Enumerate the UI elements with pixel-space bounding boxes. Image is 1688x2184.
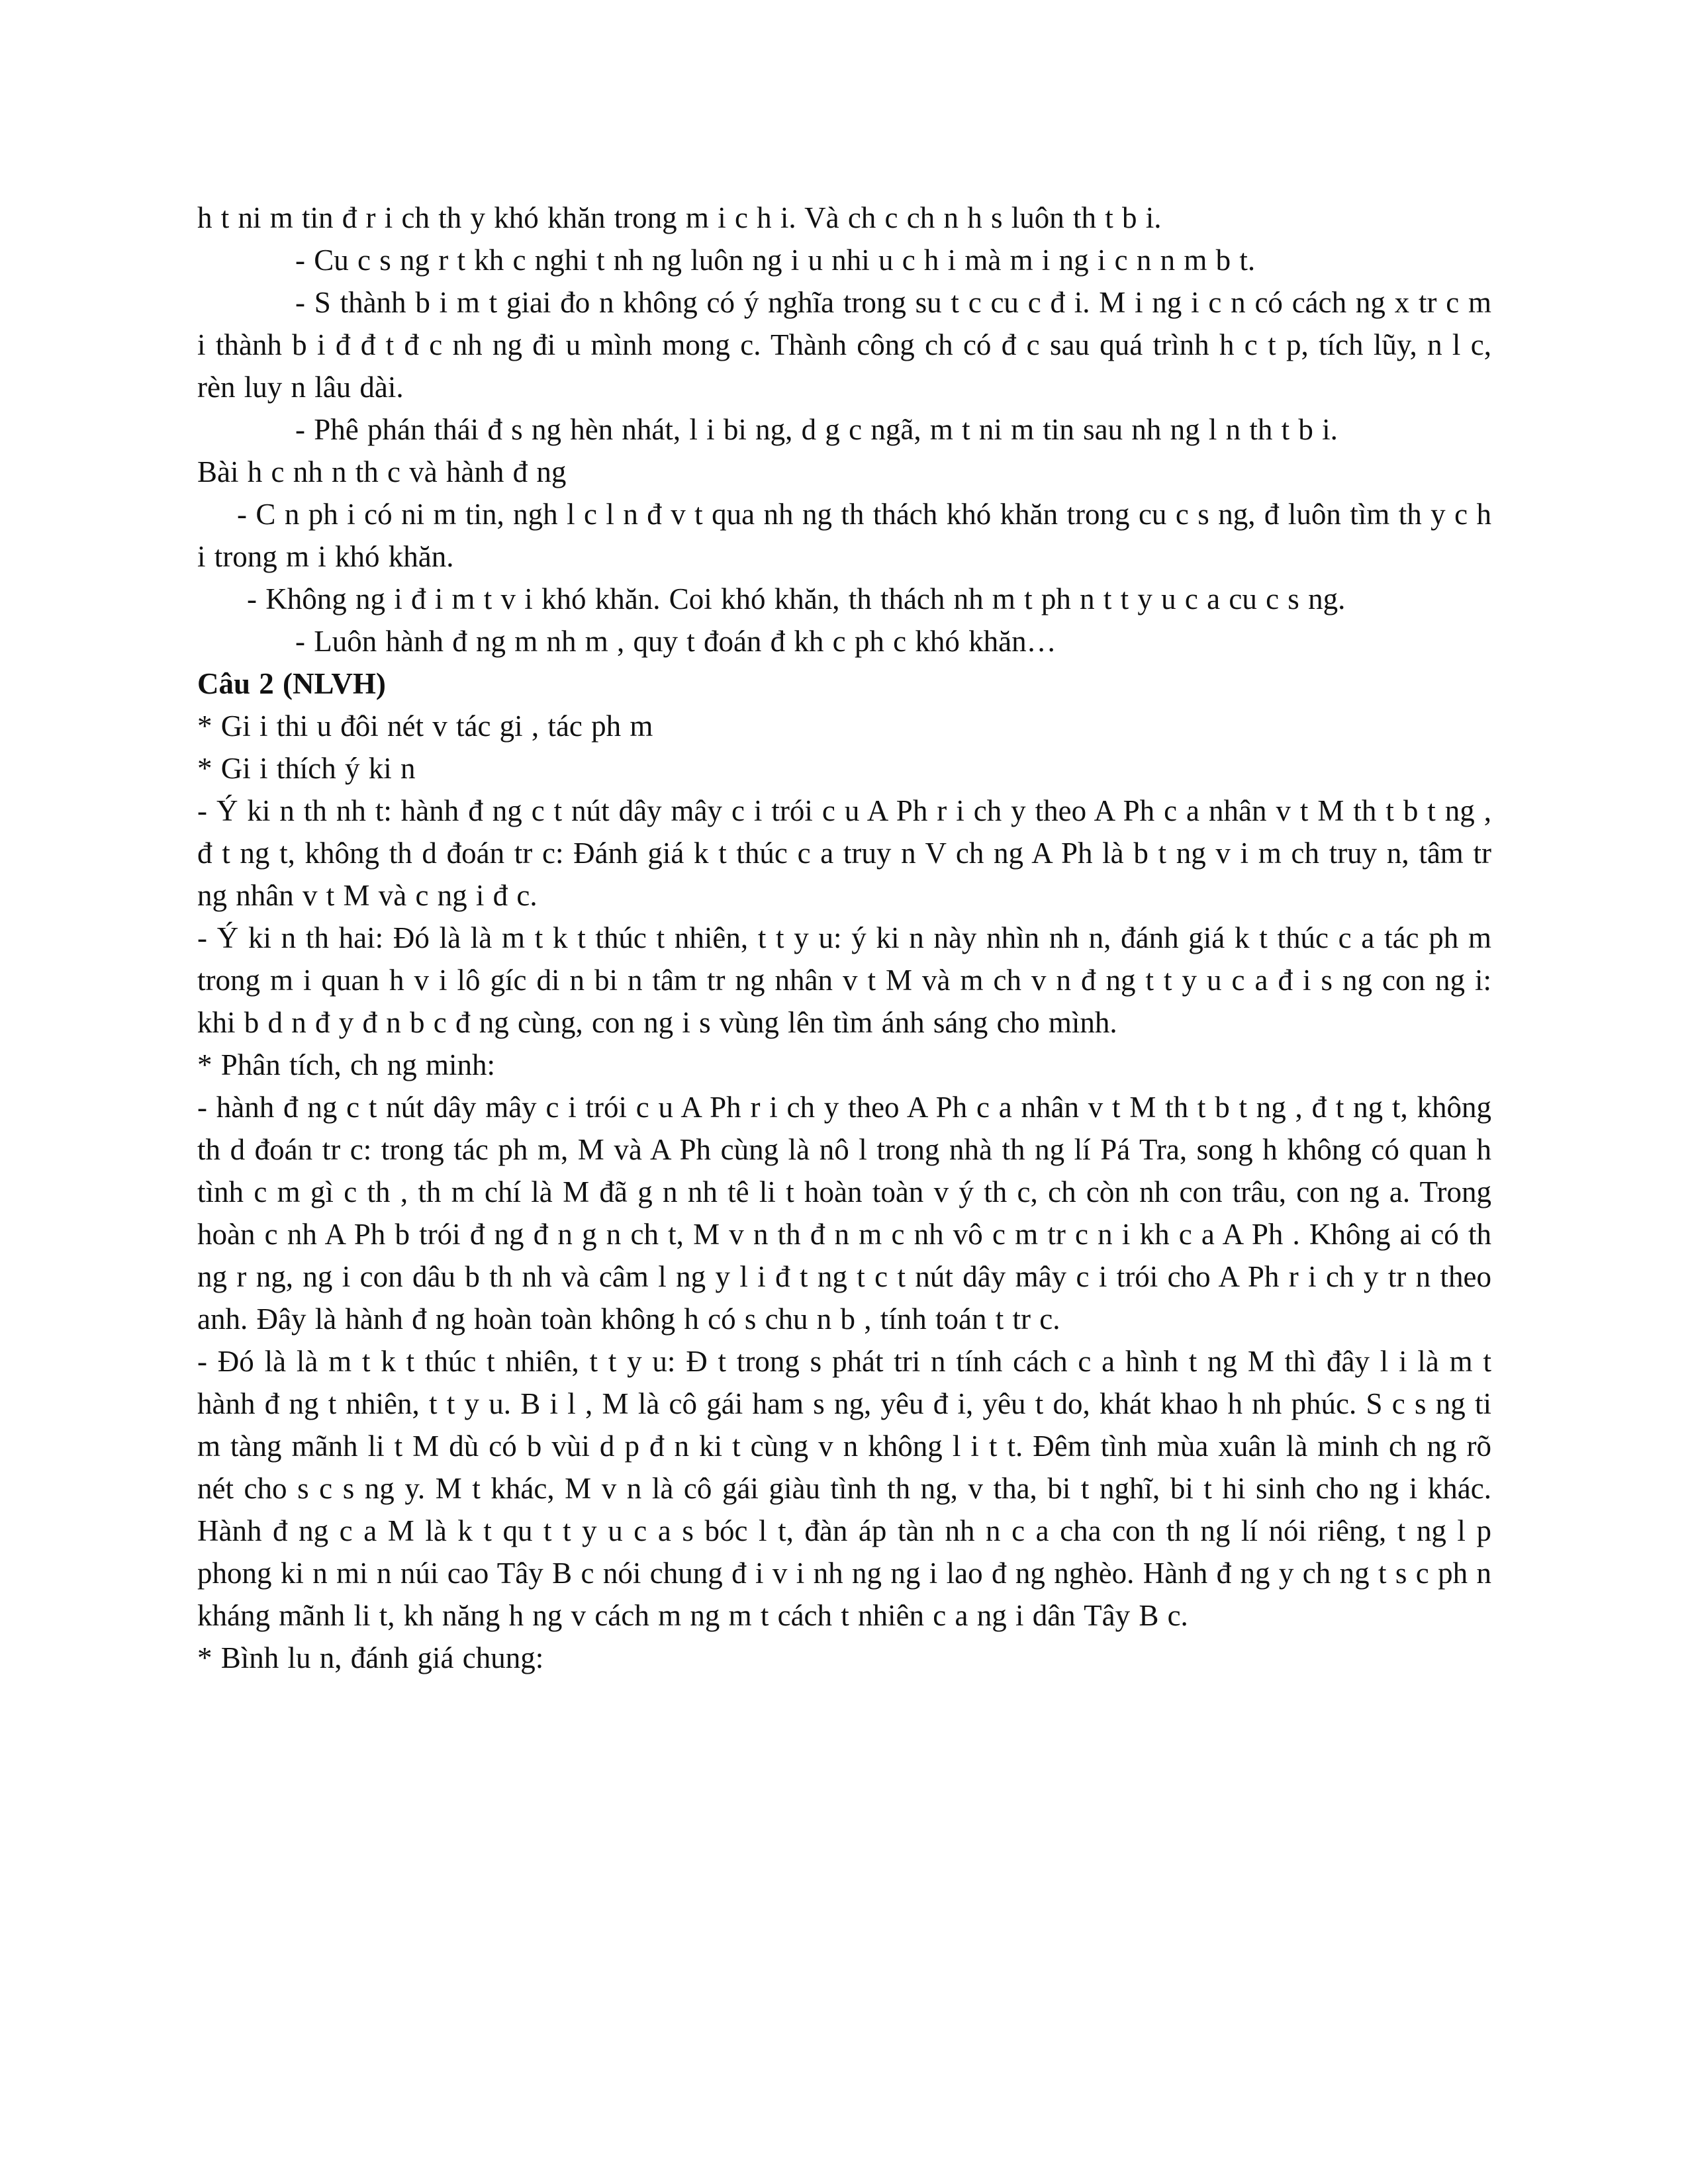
bullet-comment: * Bình lu n, đánh giá chung: bbox=[197, 1641, 544, 1674]
paragraph-1: h t ni m tin đ r i ch th y khó khăn trong m i c h i. Và ch c ch n h s luôn th t b i. bbox=[197, 201, 1162, 234]
paragraph-3: - S thành b i m t giai đo n không có ý nghĩa trong su t c cu c đ i. M i ng i c n có cách ng x tr c m i thành b i đ đ t đ c nh ng đi u mình mong c. Thành công ch có đ c sau quá trình h c t p, tích lũy, n l c, rèn luy n lâu dài. bbox=[197, 286, 1491, 404]
analysis-1: - hành đ ng c t nút dây mây c i trói c u A Ph r i ch y theo A Ph c a nhân v t M th t b t ng , đ t ng t, không th d đoán tr c: trong tác ph m, M và A Ph cùng là nô l trong nhà th ng lí Pá Tra, song h không có quan h tình c m gì c th , th m chí là M đã g n nh tê li t hoàn toàn v ý th c, ch còn nh con trâu, con ng a. Trong hoàn c nh A Ph b trói đ ng đ n g n ch t, M v n th đ n m c nh vô c m tr c n i kh c a A Ph . Không ai có th ng r ng, ng i con dâu b th nh và câm l ng y l i đ t ng t c t nút dây mây c i trói cho A Ph r i ch y tr n theo anh. Đây là hành đ ng hoàn toàn không h có s chu n b , tính toán t tr c. bbox=[197, 1091, 1491, 1336]
bullet-intro: * Gi i thi u đôi nét v tác gi , tác ph m bbox=[197, 709, 653, 743]
paragraph-7: - Luôn hành đ ng m nh m , quy t đoán đ kh c ph c khó khăn… bbox=[295, 625, 1056, 658]
bullet-explain: * Gi i thích ý ki n bbox=[197, 752, 416, 785]
document-body bbox=[197, 197, 1491, 1679]
paragraph-6: - Không ng i đ i m t v i khó khăn. Coi khó khăn, th thách nh m t ph n t t y u c a cu c s ng. bbox=[247, 582, 1346, 615]
bullet-analysis: * Phân tích, ch ng minh: bbox=[197, 1048, 495, 1081]
paragraph-4: - Phê phán thái đ s ng hèn nhát, l i bi ng, d g c ngã, m t ni m tin sau nh ng l n th t b i. bbox=[295, 413, 1338, 446]
opinion-2: - Ý ki n th hai: Đó là là m t k t thúc t nhiên, t t y u: ý ki n này nhìn nh n, đánh giá k t thúc c a tác ph m trong m i quan h v i lô gíc di n bi n tâm tr ng nhân v t M và m ch v n đ ng t t y u c a đ i s ng con ng i: khi b d n đ y đ n b c đ ng cùng, con ng i s vùng lên tìm ánh sáng cho mình. bbox=[197, 921, 1491, 1039]
paragraph-5: - C n ph i có ni m tin, ngh l c l n đ v t qua nh ng th thách khó khăn trong cu c s ng, đ luôn tìm th y c h i trong m i khó khăn. bbox=[197, 498, 1491, 573]
analysis-2: - Đó là là m t k t thúc t nhiên, t t y u: Đ t trong s phát tri n tính cách c a hình t ng M thì đây l i là m t hành đ ng t nhiên, t t y u. B i l , M là cô gái ham s ng, yêu đ i, yêu t do, khát khao h nh phúc. S c s ng ti m tàng mãnh li t M dù có b vùi d p đ n ki t cùng v n không l i t t. Đêm tình mùa xuân là minh ch ng rõ nét cho s c s ng y. M t khác, M v n là cô gái giàu tình th ng, v tha, bi t nghĩ, bi t hi sinh cho ng i khác. Hành đ ng c a M là k t qu t t y u c a s bóc l t, đàn áp tàn nh n c a cha con th ng lí nói riêng, t ng l p phong ki n mi n núi cao Tây B c nói chung đ i v i nh ng ng i lao đ ng nghèo. Hành đ ng y ch ng t s c ph n kháng mãnh li t, kh năng h ng v cách m ng m t cách t nhiên c a ng i dân Tây B c. bbox=[197, 1345, 1491, 1632]
paragraph-2: - Cu c s ng r t kh c nghi t nh ng luôn ng i u nhi u c h i mà m i ng i c n n m b t. bbox=[295, 244, 1256, 277]
opinion-1: - Ý ki n th nh t: hành đ ng c t nút dây mây c i trói c u A Ph r i ch y theo A Ph c a nhân v t M th t b t ng , đ t ng t, không th d đoán tr c: Đánh giá k t thúc c a truy n V ch ng A Ph là b t ng v i m ch truy n, tâm tr ng nhân v t M và c ng i đ c. bbox=[197, 794, 1491, 912]
section-heading-lesson: Bài h c nh n th c và hành đ ng bbox=[197, 455, 567, 488]
question-heading: Câu 2 (NLVH) bbox=[197, 667, 386, 700]
